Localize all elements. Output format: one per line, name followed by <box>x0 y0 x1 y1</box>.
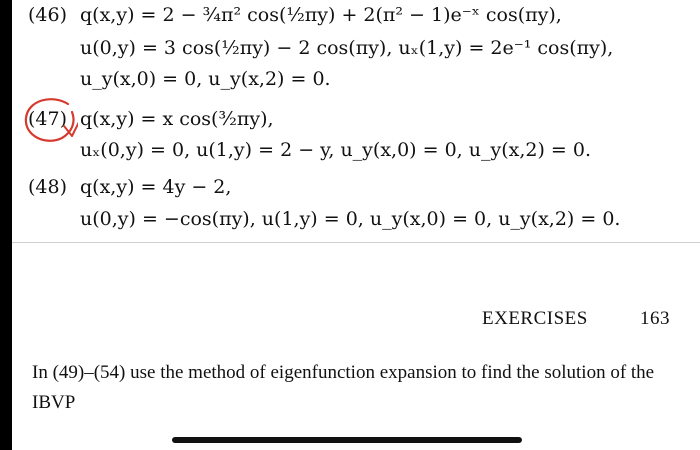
exercise-instructions: In (49)–(54) use the method of eigenfunction expansion to find the solution of the IBVP <box>32 362 655 413</box>
problem-47-label: (47) <box>28 108 68 130</box>
problem-46-line-3: u_y(x,0) = 0, u_y(x,2) = 0. <box>80 68 331 90</box>
problem-47-line-2: uₓ(0,y) = 0, u(1,y) = 2 − y, u_y(x,0) = 0, u_y(x,2) = 0. <box>80 139 592 161</box>
page-divider <box>12 242 700 243</box>
horizontal-scrollbar[interactable] <box>172 437 522 443</box>
problem-46-label: (46) <box>28 4 68 26</box>
document-page <box>12 0 700 450</box>
section-header: EXERCISES <box>482 308 588 329</box>
problem-48-line-2: u(0,y) = −cos(πy), u(1,y) = 0, u_y(x,0) = 0, u_y(x,2) = 0. <box>80 208 621 230</box>
page-number: 163 <box>640 308 670 329</box>
problem-48-line-1: q(x,y) = 4y − 2, <box>80 176 232 198</box>
problem-48-label: (48) <box>28 176 68 198</box>
problem-47-line-1: q(x,y) = x cos(³⁄₂πy), <box>80 108 274 130</box>
problem-46-line-2: u(0,y) = 3 cos(½πy) − 2 cos(πy), uₓ(1,y) = 2e⁻¹ cos(πy), <box>80 37 614 59</box>
problem-46-line-1: q(x,y) = 2 − ¾π² cos(½πy) + 2(π² − 1)e⁻ˣ cos(πy), <box>80 4 562 26</box>
annotation-circle-icon <box>22 96 78 144</box>
